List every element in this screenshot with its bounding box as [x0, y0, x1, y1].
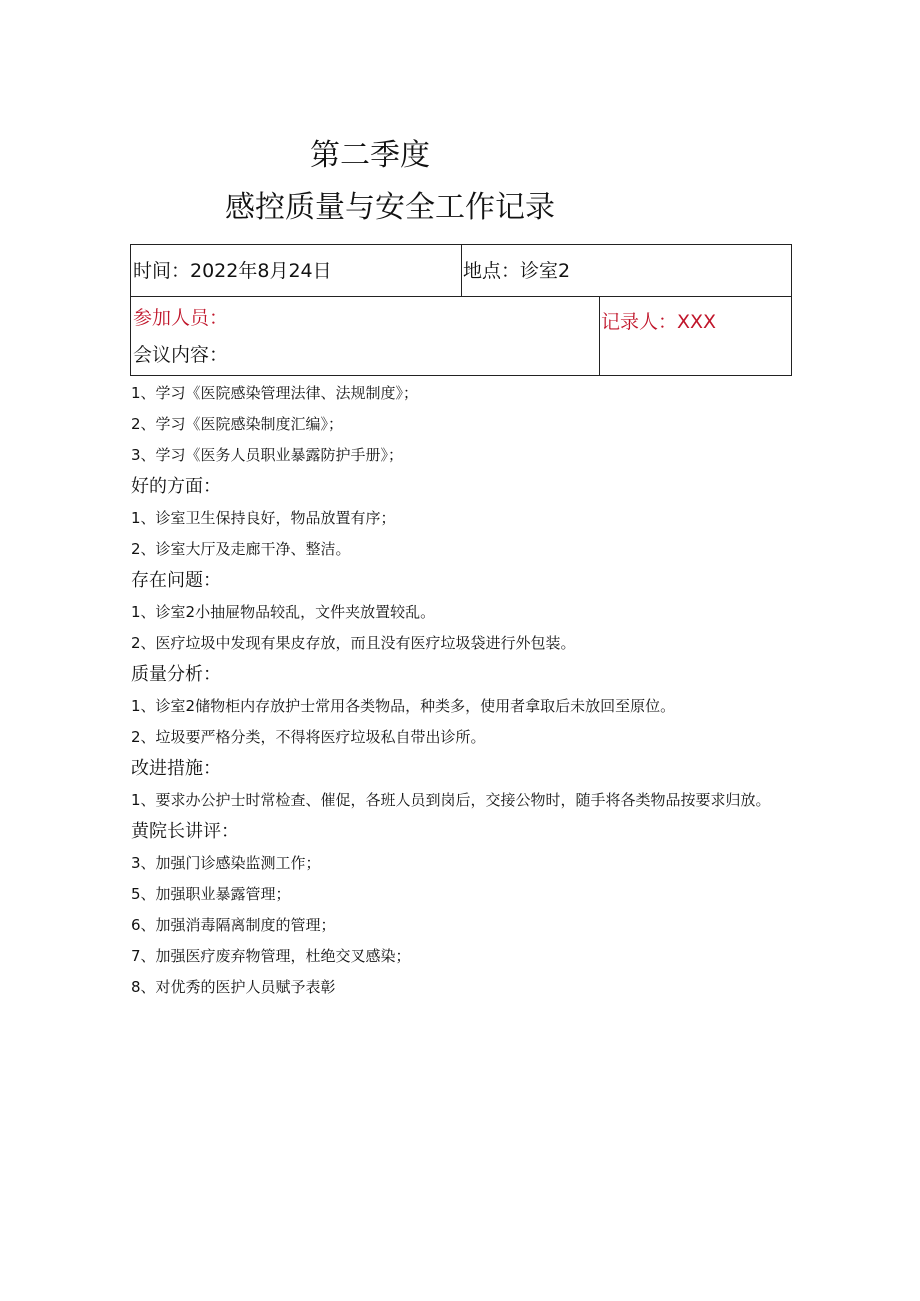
location-cell: 地点：诊室2 [463, 260, 571, 282]
info-table [130, 244, 792, 376]
analysis-item: 2、垃圾要严格分类，不得将医疗垃圾私自带出诊所。 [131, 728, 486, 746]
recorder-cell [601, 310, 716, 334]
title-line-2: 感控质量与安全工作记录 [225, 190, 555, 225]
meeting-content-label: 会议内容： [133, 344, 229, 366]
table-column-divider-top [461, 245, 462, 296]
analysis-item: 1、诊室2储物柜内存放护士常用各类物品，种类多，使用者拿取后未放回至原位。 [131, 697, 676, 715]
recorder-label: 记录人：XXX [601, 311, 717, 333]
participants-label: 参加人员： [133, 307, 229, 329]
study-item: 1、学习《医院感染管理法律、法规制度》； [131, 384, 419, 402]
analysis-heading: 质量分析： [131, 664, 221, 685]
problem-item: 2、医疗垃圾中发现有果皮存放，而且没有医疗垃圾袋进行外包装。 [131, 634, 576, 652]
comment-item: 3、加强门诊感染监测工作； [131, 854, 321, 872]
improve-heading: 改进措施： [131, 758, 221, 779]
comment-item: 7、加强医疗废弃物管理，杜绝交叉感染； [131, 947, 411, 965]
good-heading: 好的方面： [131, 476, 221, 497]
meeting-body [131, 378, 793, 1003]
improve-item: 1、要求办公护士时常检查、催促，各班人员到岗后，交接公物时，随手将各类物品按要求归放。 [131, 791, 771, 809]
good-item: 1、诊室卫生保持良好，物品放置有序； [131, 509, 396, 527]
comment-item: 5、加强职业暴露管理； [131, 885, 291, 903]
table-column-divider-bottom [599, 296, 600, 376]
comments-heading: 黄院长讲评： [131, 821, 239, 842]
problems-heading: 存在问题： [131, 570, 221, 591]
time-cell: 时间：2022年8月24日 [133, 260, 332, 282]
comment-item: 6、加强消毒隔离制度的管理； [131, 916, 336, 934]
study-item: 3、学习《医务人员职业暴露防护手册》； [131, 446, 404, 464]
good-item: 2、诊室大厅及走廊干净、整洁。 [131, 540, 351, 558]
problem-item: 1、诊室2小抽屉物品较乱，文件夹放置较乱。 [131, 603, 436, 621]
study-item: 2、学习《医院感染制度汇编》； [131, 415, 344, 433]
table-row-divider [131, 296, 791, 297]
comment-item: 8、对优秀的医护人员赋予表彰 [131, 978, 336, 996]
title-line-1: 第二季度 [310, 138, 430, 173]
